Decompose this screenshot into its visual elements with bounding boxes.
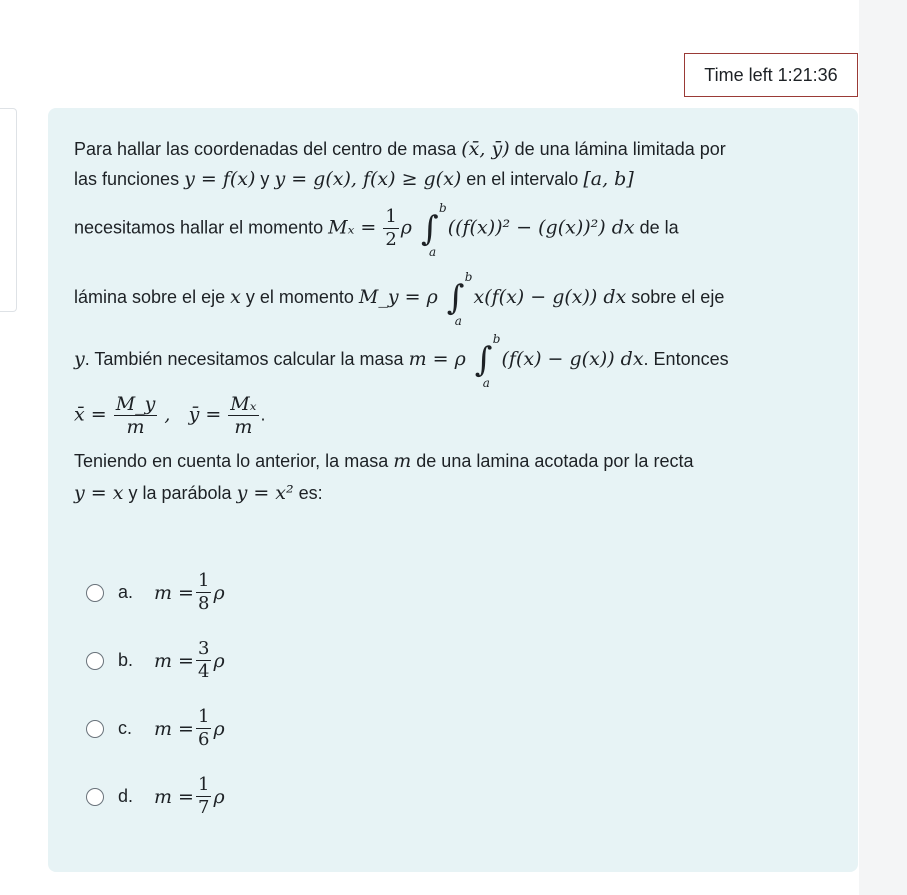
numerator: 1: [197, 570, 210, 591]
text: . Entonces: [643, 348, 729, 369]
fraction: [383, 206, 398, 251]
lower-limit: a: [482, 376, 490, 390]
math: y = x: [74, 482, 124, 504]
math: y = f(x): [184, 168, 256, 190]
text: y el momento: [245, 286, 354, 307]
option-c[interactable]: [86, 706, 225, 751]
math: M_y = ρ: [358, 285, 438, 308]
lower-limit: a: [428, 244, 437, 259]
text: . También necesitamos calcular la masa: [84, 348, 404, 369]
denominator: 2: [385, 229, 397, 250]
numerator: 1: [197, 706, 210, 727]
question-panel: [48, 108, 858, 872]
question-line-5: [74, 332, 729, 390]
option-letter: a.: [118, 582, 134, 602]
math: m =: [154, 581, 194, 604]
math: , ȳ =: [164, 403, 222, 426]
math: y: [74, 347, 85, 370]
math: ((f(x))² − (g(x))²) dx: [447, 216, 635, 239]
text: Para hallar las coordenadas del centro de masa: [74, 139, 457, 159]
question-line-1: [74, 138, 726, 160]
text: necesitamos hallar el momento: [74, 217, 324, 238]
text: .: [260, 404, 266, 425]
integral-sign: ∫ b a: [446, 270, 473, 328]
numerator: 1: [197, 774, 210, 795]
option-b[interactable]: [86, 638, 225, 683]
numerator: M_y: [115, 393, 156, 415]
upper-limit: b: [438, 200, 447, 215]
option-d[interactable]: [86, 774, 225, 819]
math: m: [393, 450, 412, 472]
math: x: [230, 285, 241, 308]
fraction: [196, 706, 211, 751]
numerator: 3: [197, 638, 210, 659]
text: lámina sobre el eje: [74, 286, 226, 307]
upper-limit: b: [464, 270, 473, 284]
option-a[interactable]: [86, 570, 225, 615]
text: de una lamina acotada por la recta: [416, 451, 694, 471]
time-left-box: [684, 53, 858, 97]
math: y = g(x), f(x) ≥ g(x): [274, 168, 462, 190]
text: Teniendo en cuenta lo anterior, la masa: [74, 451, 389, 471]
numerator: 1: [385, 206, 397, 227]
text: de la: [639, 217, 679, 238]
question-line-4: [74, 270, 725, 328]
right-sidebar: [859, 0, 907, 895]
integral-sign: ∫ b a: [420, 200, 447, 259]
upper-limit: b: [492, 332, 501, 346]
radio-button[interactable]: [86, 652, 104, 670]
denominator: m: [126, 416, 145, 438]
denominator: 8: [197, 593, 210, 614]
navigation-drawer-edge[interactable]: [0, 108, 17, 312]
fraction: [114, 393, 158, 438]
radio-button[interactable]: [86, 584, 104, 602]
question-line-7: [74, 450, 693, 472]
radio-button[interactable]: [86, 788, 104, 806]
text: sobre el eje: [631, 286, 725, 307]
text: y la parábola: [128, 483, 232, 503]
option-letter: d.: [118, 786, 134, 806]
math: y = x²: [236, 482, 294, 504]
math: (x̄, ȳ): [461, 138, 510, 160]
radio-button[interactable]: [86, 720, 104, 738]
text: es:: [298, 483, 323, 503]
math: m =: [154, 785, 194, 808]
math: [a, b]: [583, 168, 634, 190]
lower-limit: a: [454, 314, 462, 328]
numerator: Mₓ: [230, 393, 257, 415]
option-letter: c.: [118, 718, 133, 738]
math: m =: [154, 649, 194, 672]
denominator: 6: [197, 729, 210, 750]
math: x(f(x) − g(x)) dx: [473, 285, 627, 308]
math: (f(x) − g(x)) dx: [501, 347, 644, 370]
fraction: [196, 570, 211, 615]
math: ρ: [213, 785, 225, 808]
question-line-2: [74, 168, 634, 190]
fraction: [196, 638, 211, 683]
integral-sign: ∫ b a: [474, 332, 501, 390]
denominator: m: [234, 416, 253, 438]
math: ρ: [400, 216, 412, 239]
fraction: [196, 774, 211, 819]
fraction: [228, 393, 258, 438]
question-line-3: [74, 200, 679, 259]
question-line-8: [74, 482, 323, 504]
timer-label: Time left: [704, 65, 773, 85]
text: en el intervalo: [466, 169, 579, 189]
math: m =: [154, 717, 194, 740]
math: ρ: [213, 649, 225, 672]
text: de una lámina limitada por: [514, 139, 726, 159]
denominator: 4: [197, 661, 210, 682]
math: Mₓ =: [328, 216, 377, 239]
denominator: 7: [197, 797, 210, 818]
question-line-6: [74, 393, 266, 438]
math: ρ: [213, 717, 225, 740]
math: m = ρ: [408, 347, 466, 370]
timer-value: 1:21:36: [777, 65, 838, 85]
text: las funciones: [74, 169, 180, 189]
math: x̄ =: [74, 403, 107, 426]
option-letter: b.: [118, 650, 134, 670]
text: y: [260, 169, 270, 189]
math: ρ: [213, 581, 225, 604]
